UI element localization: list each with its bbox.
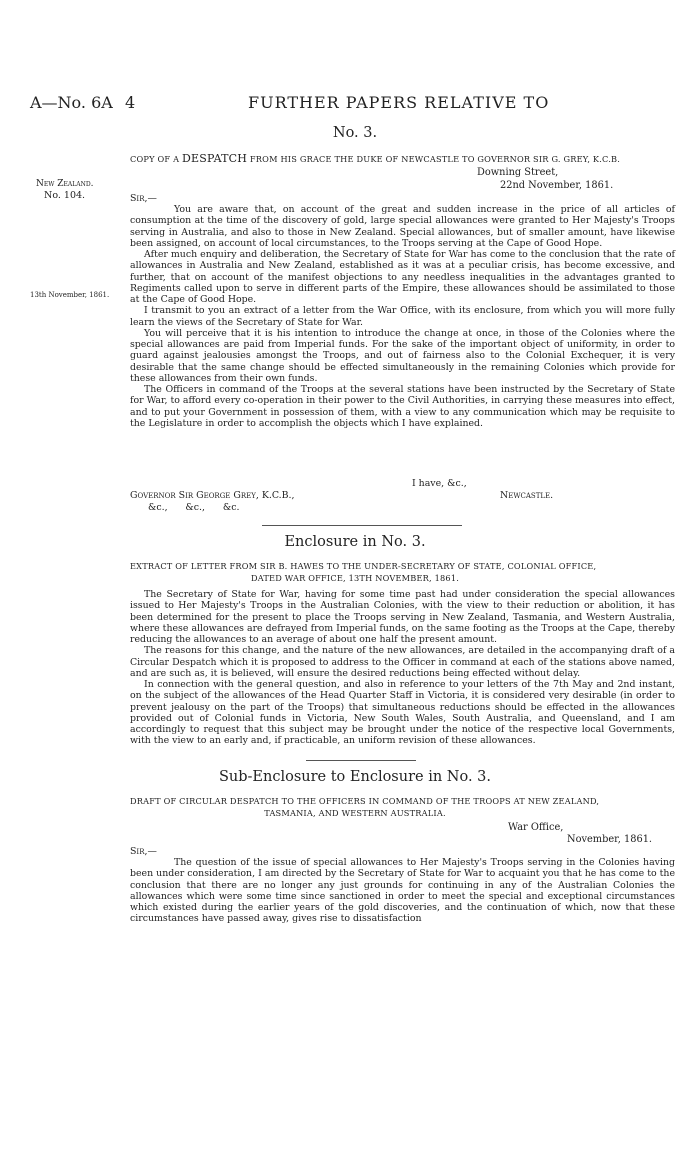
margin-colony: New Zealand.: [36, 179, 94, 189]
running-title: FURTHER PAPERS RELATIVE TO: [248, 93, 550, 112]
sub-enclosure-caption-1: DRAFT OF CIRCULAR DESPATCH TO THE OFFICERS IN COMMAND OF THE TROOPS AT NEW ZEALAND,: [130, 796, 600, 806]
divider: [306, 760, 416, 761]
caption-copy-of: COPY OF A: [130, 154, 180, 164]
letter-paragraph: You will perceive that it is his intention to introduce the change at once, in those of the Colonies where the special allowances are paid from Imperial funds. For the sake of the important object of uniformity, in order to guard against jealousies amongst the Troops, and out of fairness also to the Colonial Exchequer, it is very desirable that the same change should be effected simultaneously in the remaining Colonies which provide for these allowances from their own funds.: [130, 327, 675, 384]
section-number: No. 3.: [332, 125, 378, 141]
enclosure-caption-2: DATED WAR OFFICE, 13TH NOVEMBER, 1861.: [250, 573, 460, 583]
letter-etc: &c., &c., &c.: [148, 502, 240, 513]
enclosure-body: [130, 589, 675, 747]
sub-enclosure-paragraph: The question of the issue of special allowances to Her Majesty's Troops serving in the Colonies having been under consideration, I am directed by the Secretary of State for War to acquaint you that he has come to the conclusion that there are no longer any just grounds for continuing in any of the Australian Colonies the allowances which were some time since sanctioned in order to meet the special and exceptional circumstances which existed during the earlier years of the gold discoveries, and the continuation of which, now that these circumstances have passed away, gives rise to dissatisfaction: [130, 857, 675, 925]
divider: [262, 525, 462, 526]
letter-place: Downing Street,: [477, 167, 559, 178]
caption-despatch: DESPATCH: [182, 152, 248, 165]
letter-date: 22nd November, 1861.: [500, 180, 614, 191]
page-header: [30, 93, 670, 113]
sub-enclosure-place: War Office,: [508, 822, 564, 833]
caption-rest: FROM HIS GRACE THE DUKE OF NEWCASTLE TO GOVERNOR SIR G. GREY, K.C.B.: [249, 154, 621, 164]
letter-paragraph: The Officers in command of the Troops at the several stations have been instructed by the Secretary of State for War, to afford every co-operation in their power to the Civil Authorities, in carrying these measures into effect, and to put your Government in possession of them, with a view to any communication which may be requisite to the Legislature in order to accomplish the objects which I have explained.: [130, 384, 675, 429]
letter-closing: I have, &c.,: [412, 478, 467, 489]
sub-enclosure-body: [130, 857, 675, 925]
letter-signature: Newcastle.: [500, 490, 554, 501]
letter-addressee: Governor Sir George Grey, K.C.B.,: [130, 490, 295, 501]
despatch-caption: [130, 152, 675, 165]
sub-enclosure-caption-2: TASMANIA, AND WESTERN AUSTRALIA.: [264, 808, 446, 818]
enclosure-paragraph: The Secretary of State for War, having for some time past had under consideration the special allowances issued to Her Majesty's Troops in the Australian Colonies, with the view to their reduction or abolition, it has been determined for the present to place the Troops serving in New Zealand, Tasmania, and Western Australia, where these allowances are defrayed from Imperial funds, on the same footing as the Troops at the Cape, thereby reducing the allowances to an average of about one half the present amount.: [130, 589, 675, 645]
page-number: 4: [125, 93, 136, 112]
enclosure-caption-1: EXTRACT OF LETTER FROM SIR B. HAWES TO THE UNDER-SECRETARY OF STATE, COLONIAL OFFICE,: [130, 561, 597, 571]
letter-salutation: Sir,—: [130, 193, 157, 204]
sub-enclosure-title: Sub-Enclosure to Enclosure in No. 3.: [218, 769, 492, 785]
letter-paragraph: I transmit to you an extract of a letter from the War Office, with its enclosure, from which you will more fully learn the views of the Secretary of State for War.: [130, 305, 675, 328]
enclosure-paragraph: The reasons for this change, and the nature of the new allowances, are detailed in the accompanying draft of a Circular Despatch which it is proposed to address to the Officer in command at each of the stations above named, and are such as, it is believed, will ensure the desired reductions being effected without delay.: [130, 645, 675, 679]
enclosure-paragraph: In connection with the general question, and also in reference to your letters of the 7th May and 2nd instant, on the subject of the allowances of the Head Quarter Staff in Victoria, it is considered very desirable (in order to prevent jealousy on the part of the Troops) that simultaneous reductions should be effected in the allowances provided out of Colonial funds in Victoria, New South Wales, South Australia, and Queensland, and I am accordingly to request that this subject may be brought under the notice of the respective local Governments, with the view to an early and, if practicable, an uniform revision of these allowances.: [130, 679, 675, 747]
letter-paragraph: You are aware that, on account of the great and sudden increase in the price of all articles of consumption at the time of the discovery of gold, large special allowances were granted to Her Majesty's Troops serving in Australia, and also to those in New Zealand. Special allowances, but of smaller amount, have likewise been assigned, on account of local circumstances, to the Troops serving at the Cape of Good Hope.: [130, 204, 675, 249]
margin-despatch-no: No. 104.: [44, 190, 86, 201]
letter-paragraph: After much enquiry and deliberation, the Secretary of State for War has come to the conclusion that the rate of allowances in Australia and New Zealand, established as it was at a peculiar crisis, has become excessive, and further, that on account of the manifest objections to any needless inequalities in the advantages granted to Regiments called upon to serve in different parts of the Empire, these allowances should be assimilated to those at the Cape of Good Hope.: [130, 249, 675, 305]
sub-enclosure-date: November, 1861.: [567, 834, 653, 845]
paper-code: A—No. 6A: [30, 93, 113, 112]
sub-enclosure-salutation: Sir,—: [130, 846, 157, 857]
margin-date-note: 13th November, 1861.: [30, 291, 110, 299]
enclosure-title: Enclosure in No. 3.: [284, 534, 426, 550]
letter-body: [130, 204, 675, 429]
